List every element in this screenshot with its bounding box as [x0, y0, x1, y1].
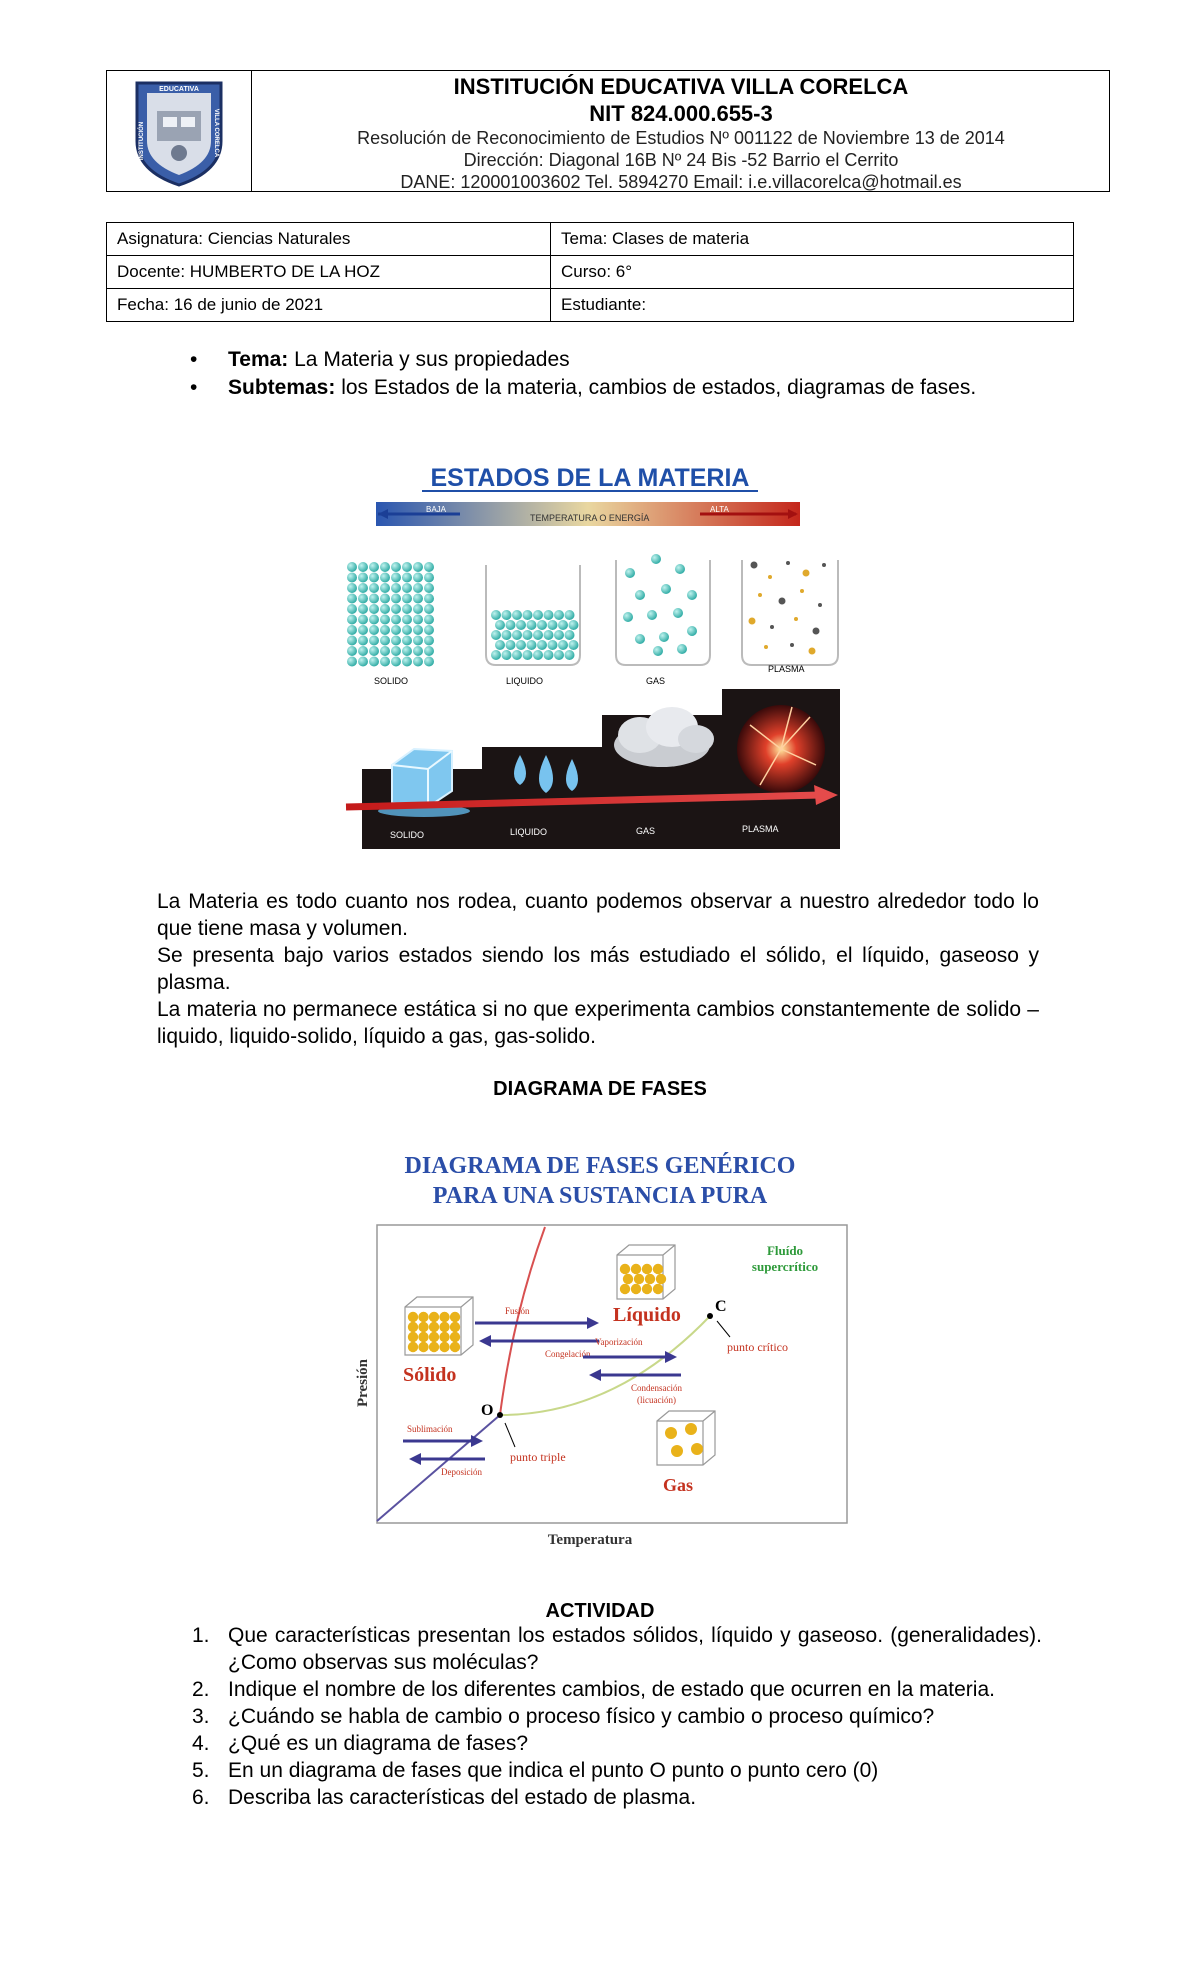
plasma-particle — [818, 603, 822, 607]
gas-particle — [635, 590, 645, 600]
liquid-particle — [516, 640, 526, 650]
plasma-particle — [822, 563, 826, 567]
gas-particle — [687, 590, 697, 600]
solid-particle — [391, 615, 401, 625]
top-label-plasma: PLASMA — [768, 664, 805, 674]
liquid-particle — [554, 610, 564, 620]
solid-particle — [369, 573, 379, 583]
solid-particle — [413, 583, 423, 593]
solid-particle — [413, 625, 423, 635]
solid-particle — [369, 625, 379, 635]
liquid-particle — [527, 620, 537, 630]
solid-particle — [402, 636, 412, 646]
supercritical-label-2: supercrítico — [751, 1259, 819, 1274]
course-cell: Curso: 6° — [551, 256, 1074, 289]
solid-atom — [450, 1322, 460, 1332]
liquid-atom — [620, 1264, 630, 1274]
item-number: 2. — [192, 1678, 210, 1701]
states-of-matter-figure — [340, 455, 860, 855]
logo-cell — [107, 71, 252, 191]
date-cell: Fecha: 16 de junio de 2021 — [107, 289, 551, 322]
gas-particles — [623, 554, 697, 656]
solid-particle — [380, 646, 390, 656]
solid-particle — [391, 594, 401, 604]
list-item — [190, 346, 1010, 374]
solid-particle — [424, 573, 434, 583]
liquid-atom — [634, 1274, 644, 1284]
solid-particle — [369, 604, 379, 614]
solid-particle — [413, 636, 423, 646]
liquid-particle — [495, 640, 505, 650]
solid-particle — [402, 573, 412, 583]
activity-heading: ACTIVIDAD — [545, 1600, 655, 1622]
solid-particle — [391, 625, 401, 635]
institution-header — [106, 70, 1110, 192]
plasma-particle — [751, 562, 758, 569]
liquefaction-label: (licuación) — [637, 1395, 676, 1405]
solid-particle — [424, 636, 434, 646]
solid-particle — [402, 594, 412, 604]
solid-atom — [439, 1332, 449, 1342]
solid-particle — [402, 657, 412, 667]
phase-title-line2: PARA UNA SUSTANCIA PURA — [432, 1183, 768, 1209]
liquid-particle — [554, 630, 564, 640]
liquid-particle — [554, 650, 564, 660]
liquid-atom — [645, 1274, 655, 1284]
solid-particle — [347, 583, 357, 593]
liquid-particle — [533, 610, 543, 620]
item-text: En un diagrama de fases que indica el punto O punto o punto cero (0) — [228, 1759, 879, 1782]
condensation-label: Condensación — [631, 1383, 682, 1393]
liquid-particle — [565, 630, 575, 640]
paragraph: Se presenta bajo varios estados siendo los más estudiado el sólido, el líquido, gaseoso y plasma. — [157, 944, 1039, 994]
table-row — [107, 256, 1074, 289]
gas-particle — [661, 584, 671, 594]
solid-particle — [402, 615, 412, 625]
liquid-particle — [544, 630, 554, 640]
solid-particle — [358, 625, 368, 635]
solid-particle — [358, 583, 368, 593]
liquid-atom — [631, 1264, 641, 1274]
solid-atom — [408, 1322, 418, 1332]
plasma-particle — [786, 561, 790, 565]
solid-particle — [402, 646, 412, 656]
item-text: Describa las características del estado de plasma. — [228, 1786, 697, 1809]
solid-particle — [424, 657, 434, 667]
solid-particle — [358, 562, 368, 572]
plasma-particle — [770, 625, 774, 629]
plasma-particle — [749, 618, 756, 625]
solid-particle — [347, 562, 357, 572]
point-o-label: O — [481, 1402, 494, 1419]
top-label-gas: GAS — [646, 676, 666, 686]
top-label-solid: SOLIDO — [374, 676, 409, 686]
plasma-particle — [764, 645, 768, 649]
gas-particle — [659, 632, 669, 642]
solid-particle — [413, 646, 423, 656]
svg-text:EDUCATIVA: EDUCATIVA — [159, 86, 199, 93]
liquid-particle — [512, 650, 522, 660]
tema-label: Tema: — [228, 348, 289, 371]
phase-diagram-figure — [355, 1145, 865, 1550]
fusion-label: Fusión — [505, 1306, 530, 1316]
liquid-atom — [642, 1284, 652, 1294]
list-item — [180, 1703, 1042, 1730]
plasma-particle — [800, 589, 804, 593]
subject-cell: Asignatura: Ciencias Naturales — [107, 223, 551, 256]
plasma-beaker — [742, 560, 838, 665]
solid-particle — [380, 625, 390, 635]
list-item — [180, 1676, 1042, 1703]
solid-particle — [369, 615, 379, 625]
liquid-particle — [537, 640, 547, 650]
solid-particle — [391, 562, 401, 572]
table-row — [107, 289, 1074, 322]
solid-particle — [358, 615, 368, 625]
solid-particle — [391, 604, 401, 614]
sublimation-label: Sublimación — [407, 1424, 453, 1434]
course-info-table — [106, 222, 1074, 322]
solid-particle — [347, 604, 357, 614]
solid-particle — [369, 646, 379, 656]
list-item — [180, 1730, 1042, 1757]
solid-particle — [424, 562, 434, 572]
institution-shield-logo — [107, 71, 251, 191]
liquid-particle — [565, 610, 575, 620]
liquid-particle — [533, 630, 543, 640]
solid-particle — [358, 657, 368, 667]
solid-particle — [424, 615, 434, 625]
liquid-particle — [502, 630, 512, 640]
student-cell: Estudiante: — [551, 289, 1074, 322]
gas-particle — [625, 568, 635, 578]
liquid-atom — [623, 1274, 633, 1284]
liquid-particle — [523, 610, 533, 620]
institution-nit: NIT 824.000.655-3 — [589, 101, 773, 126]
paragraph: La materia no permanece estática si no que experimenta cambios constantemente de solido – liquido, liquido-solido, líquido a gas, gas-solido. — [157, 998, 1039, 1048]
solid-atom — [408, 1332, 418, 1342]
solid-particle — [347, 625, 357, 635]
solid-particle — [402, 604, 412, 614]
solid-label: Sólido — [403, 1364, 457, 1386]
liquid-particle — [544, 650, 554, 660]
liquid-particle — [512, 610, 522, 620]
solid-particle — [391, 573, 401, 583]
liquid-particle — [495, 620, 505, 630]
liquid-particle — [506, 640, 516, 650]
solid-particle — [380, 615, 390, 625]
solid-particle — [358, 604, 368, 614]
solid-particle — [424, 646, 434, 656]
solid-particle — [380, 636, 390, 646]
gas-particle — [687, 626, 697, 636]
liquid-particle — [523, 650, 533, 660]
bar-mid-label: TEMPERATURA O ENERGÍA — [530, 513, 650, 523]
activity-list — [180, 1622, 1042, 1811]
item-number: 4. — [192, 1732, 210, 1755]
solid-atom — [429, 1322, 439, 1332]
item-text: ¿Qué es un diagrama de fases? — [228, 1732, 529, 1755]
item-number: 3. — [192, 1705, 210, 1728]
svg-text:INSTITUCIÓN: INSTITUCIÓN — [139, 121, 145, 161]
triple-point-label: punto triple — [510, 1450, 566, 1464]
subtemas-label: Subtemas: — [228, 376, 336, 399]
liquid-particle — [548, 620, 558, 630]
deposition-label: Deposición — [441, 1467, 482, 1477]
triple-point-marker — [497, 1412, 503, 1418]
liquid-particle — [558, 620, 568, 630]
solid-atom — [439, 1322, 449, 1332]
plasma-particle — [768, 575, 772, 579]
solid-particle — [369, 657, 379, 667]
liquid-particle — [558, 640, 568, 650]
solid-particle — [380, 594, 390, 604]
gas-particle — [651, 554, 661, 564]
solid-particle — [413, 657, 423, 667]
x-axis-label: Temperatura — [547, 1532, 633, 1548]
item-number: 5. — [192, 1759, 210, 1782]
liquid-particles — [491, 610, 579, 660]
table-row — [107, 223, 1074, 256]
liquid-particle — [491, 610, 501, 620]
gas-particle — [635, 634, 645, 644]
phase-title-line1: DIAGRAMA DE FASES GENÉRICO — [404, 1153, 796, 1179]
plasma-particle — [803, 570, 810, 577]
liquid-particle — [527, 640, 537, 650]
solid-atom — [429, 1312, 439, 1322]
solid-particle — [413, 573, 423, 583]
liquid-particle — [491, 650, 501, 660]
supercritical-label-1: Fluído — [766, 1243, 804, 1258]
list-item — [180, 1757, 1042, 1784]
topics-list — [190, 346, 1010, 402]
gas-particle — [647, 610, 657, 620]
liquid-particle — [502, 610, 512, 620]
plasma-particle — [779, 598, 786, 605]
plasma-particles — [749, 561, 827, 655]
item-number: 6. — [192, 1786, 210, 1809]
gas-particle — [675, 564, 685, 574]
solid-particle — [380, 604, 390, 614]
liquid-particle — [523, 630, 533, 640]
teacher-cell: Docente: HUMBERTO DE LA HOZ — [107, 256, 551, 289]
institution-name: INSTITUCIÓN EDUCATIVA VILLA CORELCA — [453, 74, 909, 99]
solid-atom — [450, 1312, 460, 1322]
header-text — [253, 71, 1109, 193]
bottom-label-plasma: PLASMA — [742, 824, 779, 834]
item-text: ¿Cuándo se habla de cambio o proceso físico y cambio o proceso químico? — [228, 1705, 935, 1728]
solid-particles — [347, 562, 434, 667]
solid-particle — [369, 562, 379, 572]
solid-atom — [418, 1322, 428, 1332]
solid-particle — [369, 583, 379, 593]
solid-particle — [369, 594, 379, 604]
bar-high-label: ALTA — [710, 505, 729, 514]
solid-particle — [402, 562, 412, 572]
critical-point-marker — [707, 1313, 713, 1319]
freezing-label: Congelación — [545, 1349, 591, 1359]
plasma-particle — [790, 643, 794, 647]
solid-particle — [347, 594, 357, 604]
plasma-ball-icon — [737, 705, 825, 793]
liquid-atom — [653, 1264, 663, 1274]
liquid-particle — [548, 640, 558, 650]
item-number: 1. — [192, 1624, 210, 1647]
paragraph: La Materia es todo cuanto nos rodea, cuanto podemos observar a nuestro alrededor todo lo que tiene masa y volumen. — [157, 890, 1039, 940]
solid-particle — [380, 583, 390, 593]
solid-particle — [413, 615, 423, 625]
liquid-particle — [569, 640, 579, 650]
plasma-particle — [794, 617, 798, 621]
liquid-particle — [537, 620, 547, 630]
y-axis-label: Presión — [355, 1358, 371, 1408]
bottom-label-gas: GAS — [636, 826, 656, 836]
liquid-atom — [642, 1264, 652, 1274]
liquid-particle — [569, 620, 579, 630]
solid-particle — [380, 562, 390, 572]
liquid-particle — [502, 650, 512, 660]
solid-particle — [413, 562, 423, 572]
liquid-particle — [533, 650, 543, 660]
resolution-line: Resolución de Reconocimiento de Estudios Nº 001122 de Noviembre 13 de 2014 — [357, 128, 1005, 148]
svg-text:VILLA CORELCA: VILLA CORELCA — [213, 108, 219, 158]
solid-particle — [369, 636, 379, 646]
liquid-atom — [631, 1284, 641, 1294]
solid-particle — [380, 657, 390, 667]
solid-particle — [413, 604, 423, 614]
solid-particle — [358, 636, 368, 646]
item-text: Indique el nombre de los diferentes cambios, de estado que ocurren en la materia. — [228, 1678, 995, 1701]
item-text: Que características presentan los estados sólidos, líquido y gaseoso. (generalidades). ¿Como observas sus moléculas? — [228, 1624, 1042, 1674]
solid-particle — [413, 594, 423, 604]
diagram-heading: DIAGRAMA DE FASES — [493, 1078, 707, 1100]
solid-atom — [418, 1332, 428, 1342]
gas-label: Gas — [663, 1475, 694, 1495]
address-line: Dirección: Diagonal 16B Nº 24 Bis -52 Barrio el Cerrito — [463, 150, 899, 170]
critical-point-label: punto crítico — [727, 1340, 788, 1354]
gas-particle — [673, 608, 683, 618]
bottom-label-solid: SOLIDO — [390, 830, 425, 840]
solid-atom — [450, 1332, 460, 1342]
vaporization-label: Vaporización — [595, 1337, 643, 1347]
solid-particle — [424, 583, 434, 593]
solid-particle — [424, 594, 434, 604]
solid-particle — [358, 646, 368, 656]
solid-atom — [418, 1312, 428, 1322]
solid-atom — [429, 1332, 439, 1342]
gas-particle — [653, 646, 663, 656]
plasma-particle — [758, 593, 762, 597]
solid-particle — [391, 583, 401, 593]
bar-low-label: BAJA — [426, 505, 447, 514]
liquid-atom — [620, 1284, 630, 1294]
list-item — [190, 374, 1010, 402]
solid-atom — [408, 1342, 418, 1352]
point-c-label: C — [715, 1298, 727, 1315]
contact-line: DANE: 120001003602 Tel. 5894270 Email: i.e.villacorelca@hotmail.es — [400, 172, 962, 192]
solid-atom — [408, 1312, 418, 1322]
states-title: ESTADOS DE LA MATERIA — [430, 464, 750, 492]
solid-particle — [347, 646, 357, 656]
solid-atom — [439, 1312, 449, 1322]
liquid-particle — [516, 620, 526, 630]
top-label-liquid: LIQUIDO — [506, 676, 544, 686]
liquid-particle — [506, 620, 516, 630]
solid-particle — [402, 625, 412, 635]
subtemas-text: los Estados de la materia, cambios de estados, diagramas de fases. — [335, 376, 977, 399]
liquid-label: Líquido — [613, 1304, 681, 1326]
solid-atom — [450, 1342, 460, 1352]
solid-particle — [391, 636, 401, 646]
liquid-particle — [544, 610, 554, 620]
solid-particle — [424, 625, 434, 635]
solid-particle — [380, 573, 390, 583]
gas-particle — [677, 644, 687, 654]
plasma-particle — [809, 648, 816, 655]
plasma-particle — [813, 628, 820, 635]
liquid-particle — [512, 630, 522, 640]
solid-atom — [418, 1342, 428, 1352]
solid-particle — [391, 657, 401, 667]
solid-particle — [347, 615, 357, 625]
liquid-particle — [491, 630, 501, 640]
matter-description — [157, 888, 1039, 1050]
liquid-particle — [565, 650, 575, 660]
bottom-label-liquid: LIQUIDO — [510, 827, 548, 837]
solid-particle — [358, 573, 368, 583]
tema-text: La Materia y sus propiedades — [288, 348, 570, 371]
solid-particle — [402, 583, 412, 593]
solid-atom — [429, 1342, 439, 1352]
list-item — [180, 1622, 1042, 1676]
liquid-atom — [656, 1274, 666, 1284]
solid-particle — [391, 646, 401, 656]
topic-cell: Tema: Clases de materia — [551, 223, 1074, 256]
solid-particle — [347, 573, 357, 583]
solid-particle — [424, 604, 434, 614]
solid-particle — [347, 657, 357, 667]
gas-particle — [623, 612, 633, 622]
list-item — [180, 1784, 1042, 1811]
solid-atom — [439, 1342, 449, 1352]
solid-particle — [358, 594, 368, 604]
solid-particle — [347, 636, 357, 646]
liquid-atom — [653, 1284, 663, 1294]
